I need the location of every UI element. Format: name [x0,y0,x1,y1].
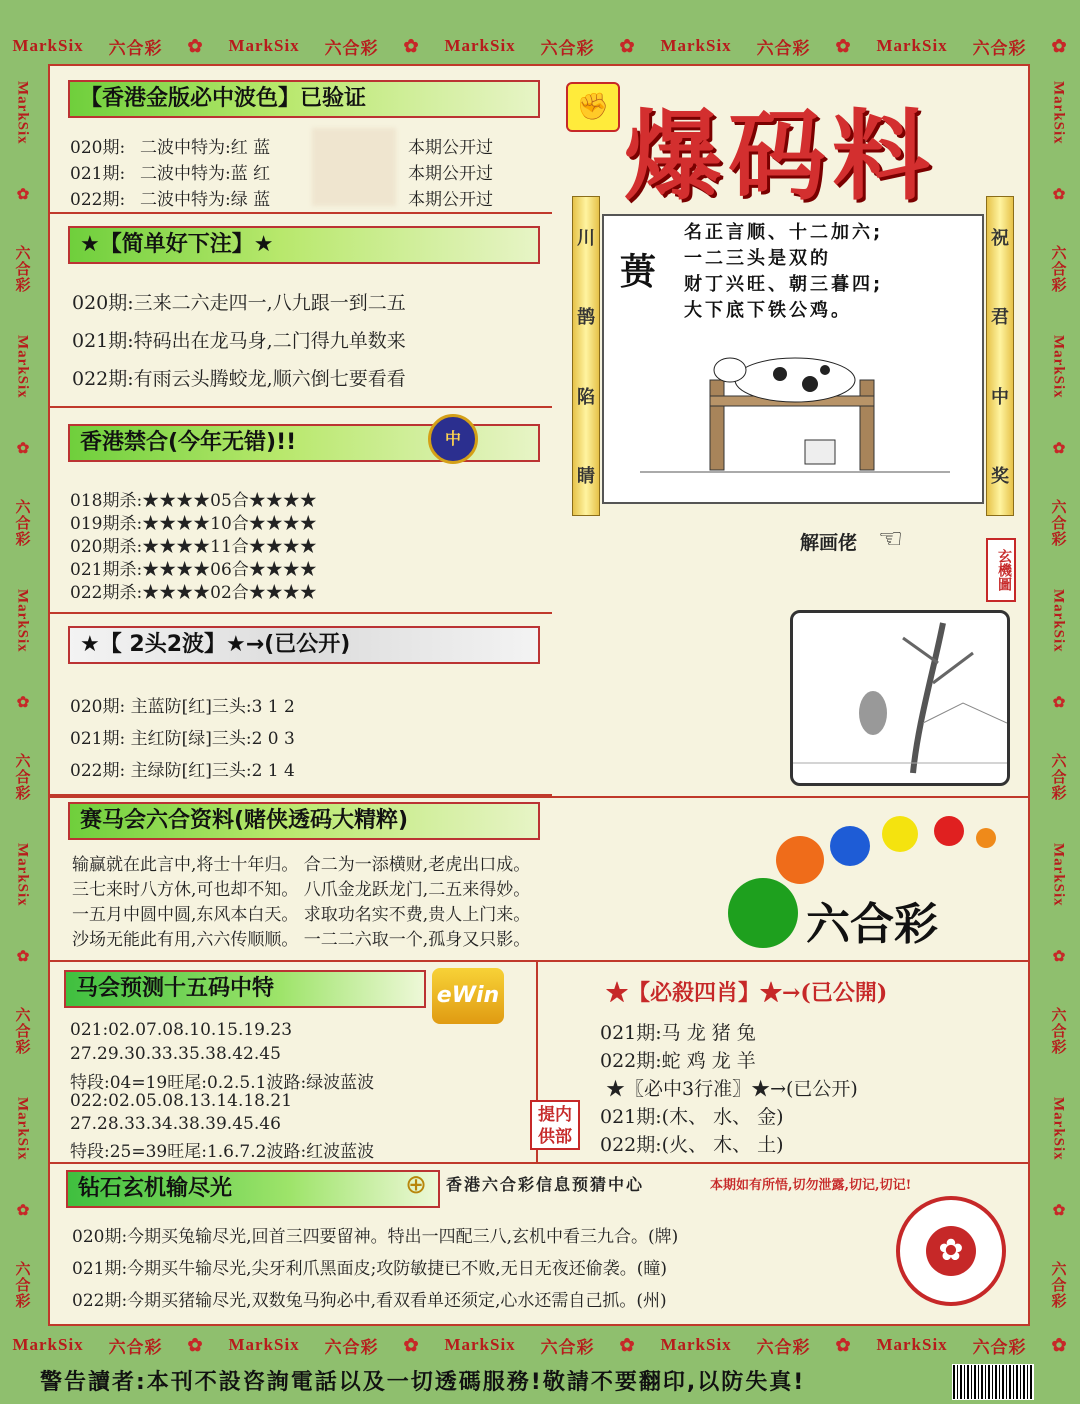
tree-illustration [793,613,1007,783]
section-header: ★【必殺四肖】★→(已公開) [606,980,888,1006]
brand-text: MarkSix [228,1335,300,1354]
brand-text: MarkSix [1050,588,1067,653]
section-header: 钻石玄机输尽光 [66,1170,440,1208]
roll-char: 君 [991,307,1009,329]
flower-icon: ✿ [187,1334,204,1355]
brand-text: MarkSix [876,1335,948,1354]
emblem-icon: 中 [428,414,478,464]
period-label: 020期: [70,138,126,158]
ball-orange [776,836,824,884]
flower-icon: ✿ [1050,947,1066,967]
flower-icon: ✿ [14,439,30,459]
row-text: 特段:04=19旺尾:0.2.5.1波路:绿波蓝波 [70,1073,375,1093]
ewin-logo: eWin [432,968,504,1024]
brand-text-cn: 六合彩 [756,1337,811,1357]
row-text: 022期:今期买猪输尽光,双数兔马狗必中,看双看单还须定,心水还需自己抓。(州) [72,1291,667,1311]
poem-line: 财丁兴旺、朝三暮四; [684,274,884,295]
brand-text-cn: 六合彩 [13,753,30,802]
brand-text-cn: 六合彩 [108,38,163,58]
brand-text-cn: 六合彩 [108,1337,163,1357]
flower-icon: ✿ [14,185,30,205]
row-text: 二波中特为:蓝 红 [140,164,271,184]
brand-text: MarkSix [1050,842,1067,907]
brand-text-cn: 六合彩 [13,1261,30,1310]
brand-text-cn: 六合彩 [540,1337,595,1357]
row-text: 输赢就在此言中,将士十年归。 合二为一添横财,老虎出口成。 [72,855,531,875]
flower-icon: ✿ [619,1334,636,1355]
flower-icon: ✿ [835,1334,852,1355]
flower-icon: ✿ [187,35,204,56]
brand-text: MarkSix [14,334,31,399]
big-char: 蒉 [620,252,660,293]
notice-text: 本期如有所悟,切勿泄露,切记,切记! [710,1178,912,1193]
roll-char: 祝 [991,227,1009,249]
brand-text: MarkSix [14,80,31,145]
brand-text: MarkSix [14,1096,31,1161]
flower-icon: ✿ [1051,35,1068,56]
brand-text: MarkSix [12,36,84,55]
brand-text: MarkSix [660,1335,732,1354]
bauhinia-icon: ✿ [926,1226,976,1276]
flower-icon: ✿ [14,947,30,967]
row-text: 020期杀:★★★★11合★★★★ [70,537,317,557]
ball-green [728,878,798,948]
sketch-picture [790,610,1010,786]
flower-icon: ✿ [1050,693,1066,713]
row-text: 三七来时八方休,可也却不知。 八爪金龙跃龙门,二五来得妙。 [72,880,531,900]
brand-text-cn: 六合彩 [1049,499,1066,548]
internal-badge: 提内供部 [530,1100,580,1150]
section-header: ★【简单好下注】★ [68,226,540,264]
period-label: 021期: [70,164,126,184]
brand-text: MarkSix [1050,1096,1067,1161]
roll-char: 陷 [577,386,595,408]
brand-text-cn: 六合彩 [1049,1261,1066,1310]
brand-text-cn: 六合彩 [324,1337,379,1357]
row-text: 020期:三来二六走四一,八九跟一到二五 [72,292,406,314]
row-text: 018期杀:★★★★05合★★★★ [70,491,317,511]
brand-text-cn: 六合彩 [972,38,1027,58]
right-border-strip [1036,60,1080,1330]
roll-char: 睛 [577,466,595,488]
row-text: 021期:今期买牛输尽光,尖牙利爪黑面皮;攻防敏捷已不败,无日无夜还偷袭。(瞳) [72,1259,667,1279]
row-text: 021期:(木、 水、 金) [600,1106,784,1128]
brand-text-cn: 六合彩 [1049,1007,1066,1056]
row-text: 022期: 主绿防[红]三头:2 1 4 [70,761,295,781]
sub-header: ★〖必中3行准〗★→(已公开) [606,1078,858,1100]
brand-text-cn: 六合彩 [13,245,30,294]
row-text: 021期:特码出在龙马身,二门得九单数来 [72,330,406,352]
row-text: 021:02.07.08.10.15.19.23 [70,1020,293,1040]
top-border-strip [0,28,1080,64]
flower-icon: ✿ [14,693,30,713]
row-text: 022:02.05.08.13.14.18.21 [70,1091,293,1111]
section-header: 香港禁合(今年无错)!! [68,424,540,462]
brand-text: MarkSix [14,842,31,907]
scroll-roll-right [986,196,1014,516]
lottery-logo-text: 六合彩 [806,899,938,950]
ball-yellow [882,816,918,852]
mascot-icon: ✊ [566,82,620,132]
row-status: 本期公开过 [408,138,493,158]
row-text: 二波中特为:红 蓝 [140,138,271,158]
page-title: 爆码料 [624,99,937,214]
brand-text-cn: 六合彩 [1049,753,1066,802]
brand-text: MarkSix [444,1335,516,1354]
row-text: 一五月中圆中圆,东风本白天。 求取功名实不费,贵人上门来。 [72,905,531,925]
ball-red [934,816,964,846]
row-status: 本期公开过 [408,190,493,210]
row-text: 020期: 主蓝防[红]三头:3 1 2 [70,697,295,717]
flower-icon: ✿ [1050,439,1066,459]
roll-char: 鹊 [577,307,595,329]
cow-illustration [620,340,970,490]
flower-icon: ✿ [1050,185,1066,205]
caption: 解画佬 [800,532,858,554]
brand-text-cn: 六合彩 [13,1007,30,1056]
row-text: 沙场无能此有用,六六传顺顺。 一二二六取一个,孤身又只影。 [72,930,531,950]
lock-emblem-icon: ⊕ [405,1170,427,1200]
brand-text: MarkSix [228,36,300,55]
row-text: 022期:有雨云头腾蛟龙,顺六倒七要看看 [72,368,406,390]
warning-bar: 警告讀者:本刊不設咨詢電話以及一切透碼服務!敬請不要翻印,以防失真! [0,1362,1080,1404]
brand-text-cn: 六合彩 [324,38,379,58]
poem-line: 名正言顺、十二加六; [684,222,884,243]
brand-text: MarkSix [876,36,948,55]
flower-icon: ✿ [835,35,852,56]
row-text: 021期:马 龙 猪 兔 [600,1022,756,1044]
seal-emblem [896,1196,1006,1306]
ball-small-orange [976,828,996,848]
row-text: 27.28.33.34.38.39.45.46 [70,1114,281,1134]
barcode [952,1364,1034,1400]
flower-icon: ✿ [1051,1334,1068,1355]
brand-text-cn: 六合彩 [756,38,811,58]
poem-line: 大下底下铁公鸡。 [684,300,852,321]
row-text: 020期:今期买兔输尽光,回首三四要留神。特出一四配三八,玄机中看三九合。(牌) [72,1227,679,1247]
flower-icon: ✿ [1050,1201,1066,1221]
brand-text: MarkSix [444,36,516,55]
flower-icon: ✿ [403,1334,420,1355]
flower-icon: ✿ [14,1201,30,1221]
brand-text: MarkSix [12,1335,84,1354]
brand-text: MarkSix [1050,80,1067,145]
roll-char: 奖 [991,466,1009,488]
blurred-area [312,128,396,206]
pointing-hand-icon: ☜ [878,522,904,555]
left-border-strip [0,60,44,1330]
section-header: 赛马会六合资料(赌侠透码大精粹) [68,802,540,840]
brand-text-cn: 六合彩 [1049,245,1066,294]
period-label: 022期: [70,190,126,210]
row-text: 特段:25=39旺尾:1.6.7.2波路:红波蓝波 [70,1142,375,1162]
scroll-roll-left [572,196,600,516]
brand-text-cn: 六合彩 [540,38,595,58]
brand-text: MarkSix [660,36,732,55]
roll-char: 中 [991,386,1009,408]
row-text: 022期杀:★★★★02合★★★★ [70,583,317,603]
brand-text: MarkSix [14,588,31,653]
section-header: 【香港金版必中波色】已验证 [68,80,540,118]
bottom-border-strip [0,1328,1080,1362]
row-text: 022期:(火、 木、 土) [600,1134,784,1156]
center-text: 香港六合彩信息预猜中心 [446,1175,645,1194]
flower-icon: ✿ [619,35,636,56]
row-text: 二波中特为:绿 蓝 [140,190,271,210]
brand-text-cn: 六合彩 [972,1337,1027,1357]
brand-text-cn: 六合彩 [13,499,30,548]
row-text: 021期杀:★★★★06合★★★★ [70,560,317,580]
section-header: 马会预测十五码中特 [64,970,426,1008]
row-text: 022期:蛇 鸡 龙 羊 [600,1050,756,1072]
ball-blue [830,826,870,866]
roll-char: 川 [577,227,595,249]
brand-text: MarkSix [1050,334,1067,399]
row-text: 27.29.30.33.35.38.42.45 [70,1044,281,1064]
stamp: 玄機圖 [986,538,1016,602]
section-header: ★【 2头2波】★→(已公开) [68,626,540,664]
row-status: 本期公开过 [408,164,493,184]
row-text: 019期杀:★★★★10合★★★★ [70,514,317,534]
row-text: 021期: 主红防[绿]三头:2 0 3 [70,729,295,749]
poem-line: 一二三头是双的 [684,248,831,269]
flower-icon: ✿ [403,35,420,56]
